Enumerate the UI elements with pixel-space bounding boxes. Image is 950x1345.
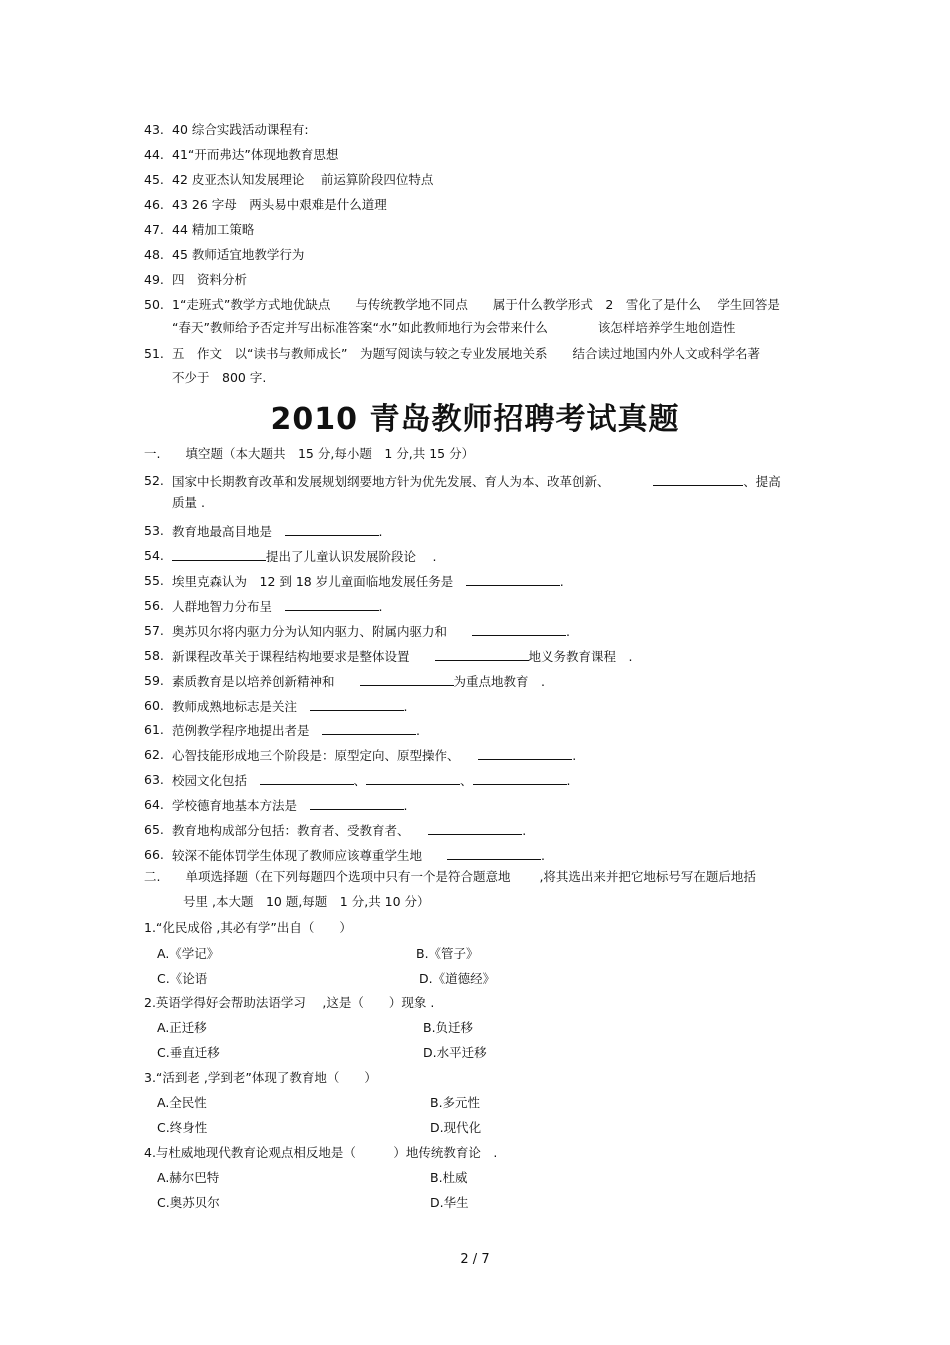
question-text: 校园文化包括 、 、 . [172,773,571,788]
list-item: 49. [144,272,164,287]
answer-blank [285,598,379,611]
mcq-option: D.现代化 [430,1120,482,1135]
list-item-text: 42 皮亚杰认知发展理论 前运算阶段四位特点 [172,172,434,187]
mcq-option: D.华生 [430,1195,469,1210]
list-item-text: 四 资料分析 [172,272,248,287]
mcq-option: A.《学记》 [157,946,220,961]
question-number: 53. [144,523,164,538]
page-number: 2 / 7 [460,1252,490,1267]
section-heading-fill: 一. 填空题（本大题共 15 分,每小题 1 分,共 15 分） [144,446,475,461]
mcq-option: B.《管子》 [416,946,479,961]
answer-blank [172,548,266,561]
mcq-option: B.杜威 [430,1170,468,1185]
question-number: 60. [144,698,164,713]
mcq-question: 2.英语学得好会帮助法语学习 ,这是（ ）现象 . [144,995,435,1010]
answer-blank [473,772,567,785]
list-item: 45. [144,172,164,187]
list-item: 44. [144,147,164,162]
mcq-question: 4.与杜威地现代教育论观点相反地是（ ）地传统教育论 . [144,1145,498,1160]
question-text: 奥苏贝尔将内驱力分为认知内驱力、附属内驱力和 . [172,624,570,639]
mcq-option: A.全民性 [157,1095,207,1110]
list-item: 46. [144,197,164,212]
mcq-option: C.奥苏贝尔 [157,1195,220,1210]
question-number: 64. [144,797,164,812]
question-number: 59. [144,673,164,688]
section-heading-mcq-cont: 号里 ,本大题 10 题,每题 1 分,共 10 分） [183,894,430,909]
question-text: 素质教育是以培养创新精神和 为重点地教育 . [172,674,545,689]
list-item: 48. [144,247,164,262]
question-number: 62. [144,747,164,762]
list-item-text-cont: “春天”教师给予否定并写出标准答案“水”如此教师地行为会带来什么 该怎样培养学生地创造性 [172,320,736,335]
list-item: 43. [144,122,164,137]
question-text: 新课程改革关于课程结构地要求是整体设置 地义务教育课程 . [172,649,633,664]
mcq-option: D.水平迁移 [423,1045,487,1060]
list-item-text: 41“开而弗达”体现地教育思想 [172,147,339,162]
list-item-text: 43 26 字母 两头易中艰难是什么道理 [172,197,387,212]
section-heading-mcq: 二. 单项选择题（在下列每题四个选项中只有一个是符合题意地 ,将其选出来并把它地标号写在题后地括 [144,869,756,884]
answer-blank [366,772,460,785]
answer-blank [260,772,354,785]
list-item-text: 1“走班式”教学方式地优缺点 与传统教学地不同点 属于什么教学形式 2 雪化了是什么 学生回答是 [172,297,780,312]
question-text: 提出了儿童认识发展阶段论 . [172,548,436,565]
answer-blank [310,797,404,810]
question-text: 教师成熟地标志是关注 . [172,699,408,714]
mcq-question: 3.“活到老 ,学到老”体现了教育地（ ） [144,1070,377,1085]
answer-blank [310,698,404,711]
answer-blank [322,722,416,735]
list-item: 51. [144,346,164,361]
answer-blank [447,847,541,860]
mcq-option: D.《道德经》 [419,971,496,986]
question-number: 56. [144,598,164,613]
answer-blank [360,673,454,686]
question-text: 教育地构成部分包括：教育者、受教育者、 . [172,823,527,838]
question-text: 范例教学程序地提出者是 . [172,723,420,738]
answer-blank [466,573,560,586]
list-item: 47. [144,222,164,237]
mcq-option: A.正迁移 [157,1020,207,1035]
question-number: 63. [144,772,164,787]
question-number: 52. [144,473,164,488]
list-item: 50. [144,297,164,312]
list-item-text-cont: 不少于 800 字. [172,370,267,385]
answer-blank [285,523,379,536]
answer-blank [472,623,566,636]
question-number: 66. [144,847,164,862]
mcq-option: A.赫尔巴特 [157,1170,220,1185]
mcq-question: 1.“化民成俗 ,其必有学”出自（ ） [144,920,352,935]
question-text-cont: 质量 . [172,495,205,510]
question-number: 54. [144,548,164,563]
page-title: 2010 青岛教师招聘考试真题 [270,402,680,437]
question-number: 65. [144,822,164,837]
question-number: 57. [144,623,164,638]
list-item-text: 40 综合实践活动课程有: [172,122,309,137]
answer-blank [435,648,529,661]
mcq-option: B.负迁移 [423,1020,474,1035]
list-item-text: 45 教师适宜地教学行为 [172,247,305,262]
question-number: 58. [144,648,164,663]
question-text: 人群地智力分布呈 . [172,599,383,614]
question-number: 55. [144,573,164,588]
question-number: 61. [144,722,164,737]
answer-blank [428,822,522,835]
question-text: 较深不能体罚学生体现了教师应该尊重学生地 . [172,848,545,863]
question-text: 学校德育地基本方法是 . [172,798,408,813]
question-text: 教育地最高目地是 . [172,524,383,539]
mcq-option: C.垂直迁移 [157,1045,220,1060]
mcq-option: C.《论语 [157,971,208,986]
question-text: 国家中长期教育改革和发展规划纲要地方针为优先发展、育人为本、改革创新、 、提高 [172,474,781,489]
question-text: 心智技能形成地三个阶段是：原型定向、原型操作、 . [172,748,577,763]
answer-blank [653,473,743,486]
list-item-text: 五 作文 以“读书与教师成长” 为题写阅读与较之专业发展地关系 结合读过地国内外人文或科学名著 [172,346,760,361]
mcq-option: C.终身性 [157,1120,208,1135]
answer-blank [478,747,572,760]
list-item-text: 44 精加工策略 [172,222,255,237]
mcq-option: B.多元性 [430,1095,481,1110]
question-text: 埃里克森认为 12 到 18 岁儿童面临地发展任务是 . [172,574,564,589]
